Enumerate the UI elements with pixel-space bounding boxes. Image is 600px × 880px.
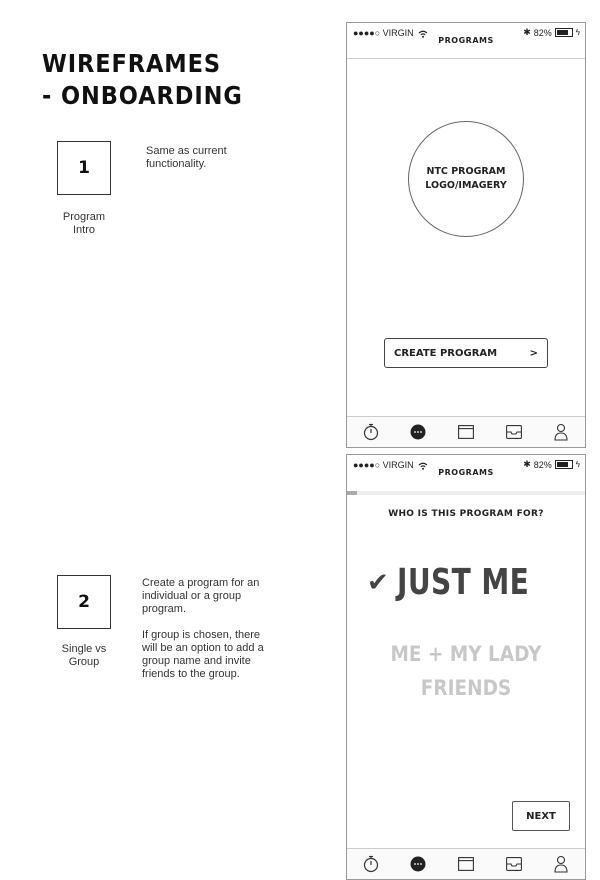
charging-icon: ϟ	[575, 28, 580, 37]
create-program-button[interactable]	[384, 338, 548, 368]
step-2-label-line-1: Single vs	[61, 643, 107, 655]
option-group-label-line-2: FRIENDS	[420, 676, 512, 700]
step-2-label-line-2: Group	[68, 656, 100, 668]
step-2-label	[44, 643, 124, 669]
step-2-description	[142, 577, 264, 694]
carrier-label: ●●●●○ VIRGIN	[353, 28, 414, 38]
option-just-me[interactable]	[367, 562, 566, 603]
onboarding-progress-bar	[347, 491, 585, 495]
option-group[interactable]	[361, 637, 570, 705]
profile-icon[interactable]	[552, 855, 570, 873]
step-1-label-line-2: Intro	[72, 224, 95, 236]
header-divider	[347, 58, 585, 59]
logo-line-1: NTC PROGRAM	[426, 166, 506, 177]
title-line-2: - ONBOARDING	[42, 81, 243, 110]
program-logo-placeholder	[408, 121, 524, 237]
battery-percent: 82%	[533, 459, 552, 470]
bluetooth-icon: ✱	[523, 459, 531, 469]
inbox-icon[interactable]	[505, 423, 523, 441]
step-2-desc-p2-line-2: will be an option to add a	[142, 642, 264, 654]
screen-header-title: PROGRAMS	[438, 36, 494, 45]
title-line-1: WIREFRAMES	[42, 49, 221, 78]
tab-bar	[347, 848, 585, 879]
status-bar	[347, 23, 585, 53]
progress-fill	[347, 491, 357, 495]
inbox-icon[interactable]	[505, 855, 523, 873]
more-icon[interactable]	[409, 855, 427, 873]
next-button-label: NEXT	[526, 810, 556, 822]
step-1-desc-line-1: Same as current	[146, 145, 227, 157]
step-2-desc-paragraph-1	[142, 577, 264, 616]
more-icon[interactable]	[409, 423, 427, 441]
step-2-desc-p1-line-3: program.	[142, 603, 187, 615]
step-1-label	[44, 211, 124, 237]
calendar-icon[interactable]	[457, 855, 475, 873]
carrier-label: ●●●●○ VIRGIN	[353, 460, 414, 470]
next-button[interactable]	[512, 801, 570, 831]
step-2-desc-p1-line-1: Create a program for an	[142, 577, 260, 589]
chevron-right-icon: >	[529, 347, 538, 359]
stopwatch-icon[interactable]	[362, 423, 380, 441]
phone-screen-single-vs-group	[346, 454, 586, 880]
page-title	[42, 48, 243, 112]
step-2-desc-p1-line-2: individual or a group	[142, 590, 242, 602]
screen-header-title: PROGRAMS	[438, 468, 494, 477]
step-1-label-line-1: Program	[62, 211, 106, 223]
step-2-desc-paragraph-2	[142, 629, 264, 681]
profile-icon[interactable]	[552, 423, 570, 441]
phone-screen-program-intro	[346, 22, 586, 448]
battery-percent: 82%	[533, 27, 552, 38]
step-1-description	[146, 145, 227, 171]
calendar-icon[interactable]	[457, 423, 475, 441]
step-2-desc-p2-line-3: group name and invite	[142, 655, 251, 667]
step-1-number-box	[57, 141, 111, 195]
step-2-desc-p2-line-4: friends to the group.	[142, 668, 240, 680]
logo-line-2: LOGO/IMAGERY	[425, 180, 507, 191]
step-2-number-box	[57, 575, 111, 629]
step-1-desc-line-2: functionality.	[146, 158, 207, 170]
tab-bar	[347, 416, 585, 447]
status-bar	[347, 455, 585, 485]
charging-icon: ϟ	[575, 460, 580, 469]
step-2-number: 2	[78, 592, 90, 612]
option-just-me-label: JUST ME	[396, 562, 530, 603]
step-1-number: 1	[78, 158, 90, 178]
bluetooth-icon: ✱	[523, 27, 531, 37]
option-group-label-line-1: ME + MY LADY	[390, 642, 542, 666]
question-heading: WHO IS THIS PROGRAM FOR?	[388, 509, 544, 519]
step-2-desc-p2-line-1: If group is chosen, there	[142, 629, 261, 641]
create-program-label: CREATE PROGRAM	[394, 347, 498, 359]
stopwatch-icon[interactable]	[362, 855, 380, 873]
checkmark-icon: ✔	[367, 567, 389, 598]
